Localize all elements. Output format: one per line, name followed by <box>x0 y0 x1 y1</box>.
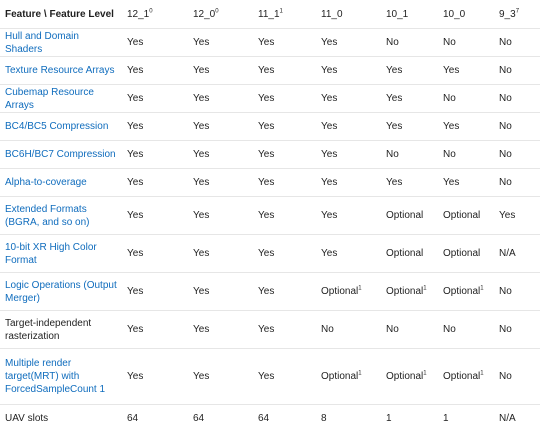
table-row <box>0 273 540 311</box>
support-cell <box>253 405 316 433</box>
support-cell <box>381 273 438 311</box>
support-cell <box>316 85 381 113</box>
support-cell <box>494 349 540 405</box>
support-value: Yes <box>127 93 144 104</box>
support-value: Yes <box>193 65 210 76</box>
support-value: No <box>499 371 512 382</box>
support-cell <box>316 405 381 433</box>
support-cell <box>188 57 253 85</box>
support-value: Yes <box>127 286 144 297</box>
support-value: Optional <box>443 371 481 382</box>
support-cell <box>316 273 381 311</box>
support-cell <box>316 29 381 57</box>
support-value: Yes <box>193 371 210 382</box>
footnote-marker: 1 <box>480 370 484 377</box>
support-value: No <box>321 324 334 335</box>
support-value: No <box>499 65 512 76</box>
support-value: Yes <box>193 149 210 160</box>
support-cell <box>381 57 438 85</box>
support-cell <box>438 311 494 349</box>
support-cell <box>316 311 381 349</box>
support-value: Yes <box>321 210 338 221</box>
support-cell <box>188 113 253 141</box>
support-value: No <box>443 37 456 48</box>
support-cell <box>438 29 494 57</box>
support-cell <box>494 29 540 57</box>
support-value: Yes <box>127 177 144 188</box>
support-cell <box>188 349 253 405</box>
support-cell <box>188 197 253 235</box>
support-cell <box>253 141 316 169</box>
support-value: Yes <box>258 324 275 335</box>
table-row <box>0 197 540 235</box>
support-value: N/A <box>499 248 516 259</box>
support-value: Yes <box>193 210 210 221</box>
support-cell <box>381 349 438 405</box>
support-cell <box>122 57 188 85</box>
support-value: Yes <box>193 37 210 48</box>
support-cell <box>122 349 188 405</box>
feature-link[interactable]: Alpha-to-coverage <box>0 169 122 197</box>
header-level: 10_0 <box>438 0 494 29</box>
table-header-row <box>0 0 540 29</box>
table-row <box>0 311 540 349</box>
support-cell <box>381 29 438 57</box>
support-value: N/A <box>499 413 516 425</box>
support-cell <box>253 113 316 141</box>
header-level: $12\_1^0$ <box>122 0 188 29</box>
support-cell <box>122 29 188 57</box>
support-cell <box>381 405 438 433</box>
feature-link[interactable]: Texture Resource Arrays <box>0 57 122 85</box>
header-level: 11_0 <box>316 0 381 29</box>
footnote-marker: 1 <box>358 285 362 292</box>
footnote-marker: 1 <box>480 285 484 292</box>
support-cell <box>494 113 540 141</box>
support-cell <box>381 141 438 169</box>
support-value: 64 <box>127 413 139 425</box>
support-value: Yes <box>258 371 275 382</box>
support-cell <box>122 85 188 113</box>
support-cell <box>122 141 188 169</box>
support-cell <box>253 169 316 197</box>
support-cell <box>122 169 188 197</box>
support-cell <box>188 169 253 197</box>
support-value: Yes <box>127 371 144 382</box>
support-cell <box>438 349 494 405</box>
table-row <box>0 29 540 57</box>
support-value: No <box>499 177 512 188</box>
support-cell <box>316 57 381 85</box>
support-cell <box>494 311 540 349</box>
support-value: No <box>499 121 512 132</box>
support-cell <box>188 405 253 433</box>
support-value: Yes <box>499 210 516 221</box>
feature-link[interactable]: BC4/BC5 Compression <box>0 113 122 141</box>
support-value: No <box>499 93 512 104</box>
header-level: $11\_1^1$ <box>253 0 316 29</box>
support-cell <box>188 311 253 349</box>
support-cell <box>188 273 253 311</box>
support-value: Optional <box>443 210 481 221</box>
support-value: Yes <box>127 324 144 335</box>
support-cell <box>381 311 438 349</box>
support-cell <box>316 169 381 197</box>
support-cell <box>122 273 188 311</box>
support-cell <box>438 85 494 113</box>
support-value: Optional <box>321 371 359 382</box>
table-row <box>0 235 540 273</box>
feature-link[interactable]: 10-bit XR High Color Format <box>0 235 122 273</box>
support-cell <box>494 235 540 273</box>
support-value: Yes <box>193 324 210 335</box>
support-cell <box>494 141 540 169</box>
support-value: Yes <box>258 65 275 76</box>
support-value: 1 <box>443 413 449 425</box>
support-cell <box>438 57 494 85</box>
support-value: Yes <box>127 121 144 132</box>
support-value: No <box>386 149 399 160</box>
support-value: Yes <box>443 177 460 188</box>
header-level: $9\_3^7$ <box>494 0 540 29</box>
support-cell <box>253 311 316 349</box>
support-cell <box>253 349 316 405</box>
support-cell <box>122 113 188 141</box>
support-value: No <box>443 149 456 160</box>
support-value: Yes <box>386 177 403 188</box>
support-cell <box>188 29 253 57</box>
support-value: Yes <box>386 93 403 104</box>
support-cell <box>438 113 494 141</box>
support-cell <box>316 113 381 141</box>
feature-link[interactable]: Hull and Domain Shaders <box>0 29 122 57</box>
support-value: Yes <box>386 121 403 132</box>
support-cell <box>122 405 188 433</box>
feature-link[interactable]: Multiple render target(MRT) with ForcedSampleCount 1 <box>0 349 122 405</box>
support-cell <box>188 141 253 169</box>
support-value: Optional <box>386 248 424 259</box>
table-row <box>0 141 540 169</box>
support-cell <box>253 29 316 57</box>
table-row <box>0 85 540 113</box>
support-cell <box>188 85 253 113</box>
support-cell <box>494 85 540 113</box>
support-cell <box>253 85 316 113</box>
support-cell <box>438 405 494 433</box>
table-body <box>0 29 540 433</box>
support-cell <box>253 273 316 311</box>
support-cell <box>438 235 494 273</box>
support-value: Yes <box>443 121 460 132</box>
support-cell <box>122 197 188 235</box>
support-value: 64 <box>258 413 270 425</box>
header-feature: Feature \ Feature Level <box>0 0 122 29</box>
support-cell <box>438 141 494 169</box>
support-value: Yes <box>258 210 275 221</box>
support-cell <box>253 235 316 273</box>
support-value: No <box>499 37 512 48</box>
header-level: 10_1 <box>381 0 438 29</box>
support-value: Optional <box>321 286 359 297</box>
support-value: Yes <box>127 149 144 160</box>
support-cell <box>494 57 540 85</box>
support-value: Yes <box>127 248 144 259</box>
support-value: Yes <box>258 93 275 104</box>
support-cell <box>494 169 540 197</box>
support-cell <box>316 349 381 405</box>
support-cell <box>381 169 438 197</box>
support-cell <box>188 235 253 273</box>
support-value: 1 <box>386 413 392 425</box>
footnote-marker: 1 <box>423 370 427 377</box>
support-value: Yes <box>193 248 210 259</box>
support-value: Yes <box>258 37 275 48</box>
support-value: Yes <box>321 248 338 259</box>
support-value: Yes <box>443 65 460 76</box>
support-value: Yes <box>258 121 275 132</box>
support-value: Yes <box>193 177 210 188</box>
support-value: No <box>386 37 399 48</box>
support-value: No <box>443 93 456 104</box>
support-value: Optional <box>443 248 481 259</box>
support-cell <box>316 197 381 235</box>
support-value: Yes <box>127 37 144 48</box>
support-cell <box>316 141 381 169</box>
table-row <box>0 349 540 405</box>
support-value: Yes <box>193 286 210 297</box>
support-value: Optional <box>386 210 424 221</box>
support-value: Optional <box>386 286 424 297</box>
support-value: Yes <box>193 93 210 104</box>
feature-name: Target-independent rasterization <box>0 311 122 349</box>
support-cell <box>381 85 438 113</box>
support-cell <box>253 197 316 235</box>
support-cell <box>316 235 381 273</box>
support-value: Yes <box>127 210 144 221</box>
support-value: Yes <box>321 65 338 76</box>
table-row <box>0 169 540 197</box>
support-value: No <box>386 324 399 335</box>
support-value: Optional <box>443 286 481 297</box>
support-value: Yes <box>321 37 338 48</box>
support-value: Yes <box>386 65 403 76</box>
support-cell <box>438 169 494 197</box>
support-value: Optional <box>386 371 424 382</box>
support-value: 8 <box>321 413 327 425</box>
support-value: Yes <box>193 121 210 132</box>
feature-link[interactable]: BC6H/BC7 Compression <box>0 141 122 169</box>
support-value: Yes <box>258 177 275 188</box>
support-value: Yes <box>258 248 275 259</box>
support-value: Yes <box>321 177 338 188</box>
support-cell <box>122 311 188 349</box>
support-cell <box>494 273 540 311</box>
support-value: Yes <box>321 93 338 104</box>
table-row <box>0 113 540 141</box>
table-row <box>0 405 540 433</box>
feature-link[interactable]: Cubemap Resource Arrays <box>0 85 122 113</box>
support-value: Yes <box>321 149 338 160</box>
support-value: Yes <box>127 65 144 76</box>
support-value: Yes <box>321 121 338 132</box>
support-value: No <box>499 324 512 335</box>
feature-name: UAV slots <box>5 413 49 425</box>
support-value: No <box>499 286 512 297</box>
support-value: No <box>499 149 512 160</box>
support-cell <box>438 197 494 235</box>
support-cell <box>381 113 438 141</box>
support-cell <box>253 57 316 85</box>
support-cell <box>494 405 540 433</box>
footnote-marker: 1 <box>358 370 362 377</box>
support-cell <box>122 235 188 273</box>
support-cell <box>438 273 494 311</box>
support-cell <box>494 197 540 235</box>
feature-link[interactable]: Logic Operations (Output Merger) <box>0 273 122 311</box>
feature-link[interactable]: Extended Formats (BGRA, and so on) <box>0 197 122 235</box>
support-value: No <box>443 324 456 335</box>
support-cell <box>381 235 438 273</box>
support-value: Yes <box>258 149 275 160</box>
table-row <box>0 57 540 85</box>
support-cell <box>381 197 438 235</box>
support-value: 64 <box>193 413 205 425</box>
support-value: Yes <box>258 286 275 297</box>
footnote-marker: 1 <box>423 285 427 292</box>
header-level: $12\_0^0$ <box>188 0 253 29</box>
